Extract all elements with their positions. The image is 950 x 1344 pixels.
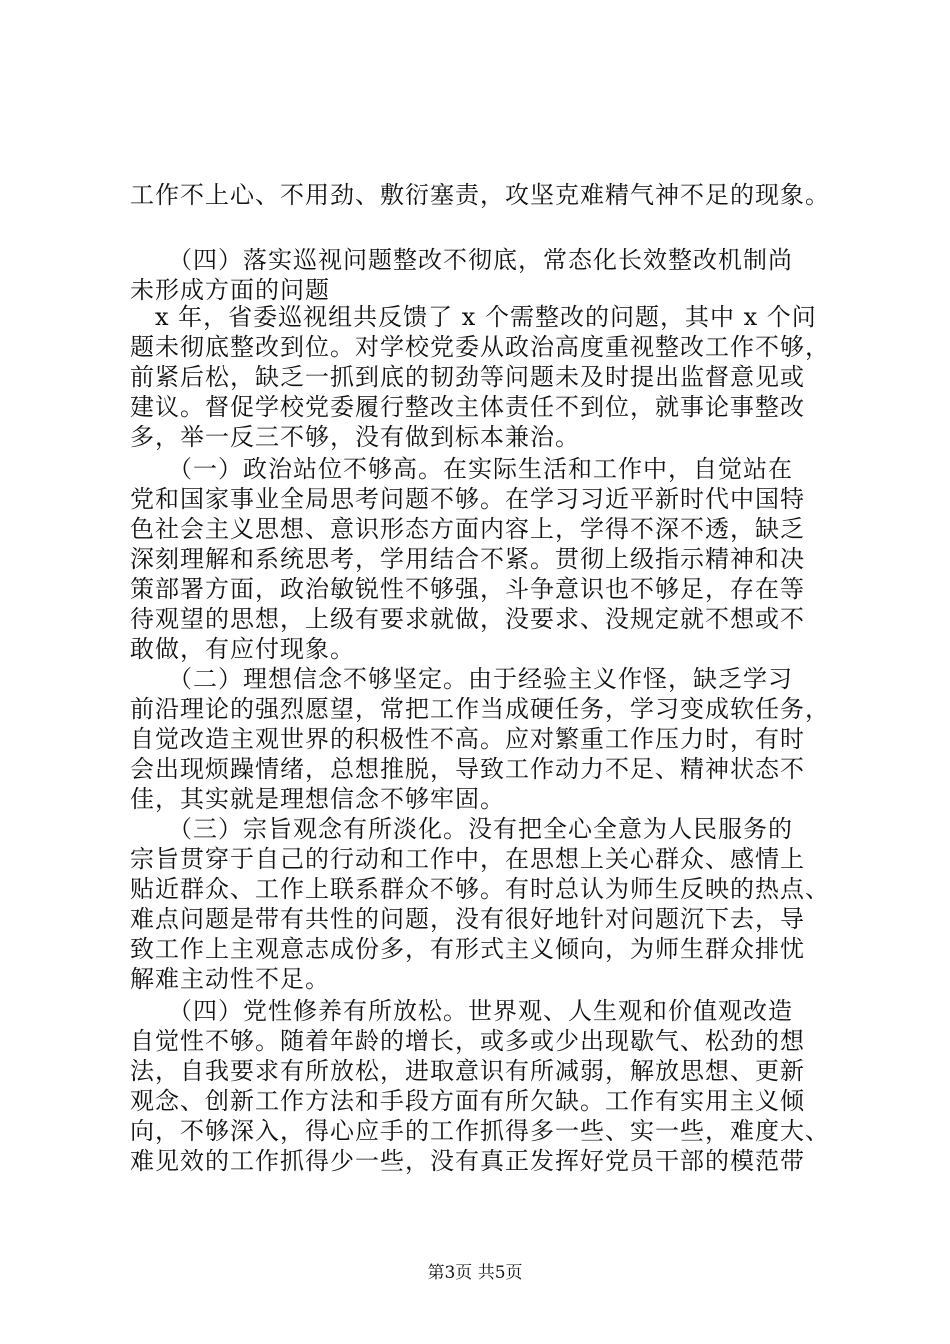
text-line: 敢做，有应付现象。 bbox=[130, 635, 355, 663]
text-line: x 年，省委巡视组共反馈了 x 个需整改的问题，其中 x 个问 bbox=[130, 303, 817, 331]
text-line: 会出现烦躁情绪，总想推脱，导致工作动力不足、精神状态不 bbox=[130, 755, 805, 783]
text-line: 色社会主义思想、意识形态方面内容上，学得不深不透，缺乏 bbox=[130, 515, 805, 543]
text-line: （一）政治站位不够高。在实际生活和工作中，自觉站在 bbox=[130, 455, 793, 483]
text-line: 党和国家事业全局思考问题不够。在学习习近平新时代中国特 bbox=[130, 485, 805, 513]
text-line: 宗旨贯穿于自己的行动和工作中，在思想上关心群众、感情上 bbox=[130, 845, 805, 873]
text-line: 难见效的工作抓得少一些，没有真正发挥好党员干部的模范带 bbox=[130, 1147, 805, 1175]
text-line: 前紧后松，缺乏一抓到底的韧劲等问题未及时提出监督意见或 bbox=[130, 363, 805, 391]
text-line: 法，自我要求有所放松，进取意识有所减弱，解放思想、更新 bbox=[130, 1057, 805, 1085]
text-line: 建议。督促学校党委履行整改主体责任不到位，就事论事整改 bbox=[130, 393, 805, 421]
text-line: 未形成方面的问题 bbox=[130, 276, 330, 304]
page-number-footer: 第3页 共5页 bbox=[427, 1263, 523, 1283]
text-line: 观念、创新工作方法和手段方面有所欠缺。工作有实用主义倾 bbox=[130, 1087, 805, 1115]
text-line: 贴近群众、工作上联系群众不够。有时总认为师生反映的热点、 bbox=[130, 875, 830, 903]
text-line: （四）党性修养有所放松。世界观、人生观和价值观改造 bbox=[130, 997, 793, 1025]
text-line: 题未彻底整改到位。对学校党委从政治高度重视整改工作不够， bbox=[130, 333, 830, 361]
text-line: 多，举一反三不够，没有做到标本兼治。 bbox=[130, 423, 580, 451]
text-line: 解难主动性不足。 bbox=[130, 965, 330, 993]
text-line: （四）落实巡视问题整改不彻底，常态化长效整改机制尚 bbox=[130, 246, 793, 274]
text-line: 前沿理论的强烈愿望，常把工作当成硬任务，学习变成软任务， bbox=[130, 695, 830, 723]
text-line: （二）理想信念不够坚定。由于经验主义作怪，缺乏学习 bbox=[130, 665, 793, 693]
text-line: 佳，其实就是理想信念不够牢固。 bbox=[130, 785, 505, 813]
text-line: 深刻理解和系统思考，学用结合不紧。贯彻上级指示精神和决 bbox=[130, 545, 805, 573]
text-line: 自觉性不够。随着年龄的增长，或多或少出现歇气、松劲的想 bbox=[130, 1027, 805, 1055]
text-line: 待观望的思想，上级有要求就做，没要求、没规定就不想或不 bbox=[130, 605, 805, 633]
text-line: （三）宗旨观念有所淡化。没有把全心全意为人民服务的 bbox=[130, 815, 793, 843]
text-line: 向，不够深入，得心应手的工作抓得多一些、实一些，难度大、 bbox=[130, 1117, 830, 1145]
text-line: 致工作上主观意志成份多，有形式主义倾向，为师生群众排忧 bbox=[130, 935, 805, 963]
text-line: 难点问题是带有共性的问题，没有很好地针对问题沉下去，导 bbox=[130, 905, 805, 933]
text-line: 工作不上心、不用劲、敷衍塞责，攻坚克难精气神不足的现象。 bbox=[130, 181, 830, 209]
text-line: 自觉改造主观世界的积极性不高。应对繁重工作压力时，有时 bbox=[130, 725, 805, 753]
text-line: 策部署方面，政治敏锐性不够强，斗争意识也不够足，存在等 bbox=[130, 575, 805, 603]
